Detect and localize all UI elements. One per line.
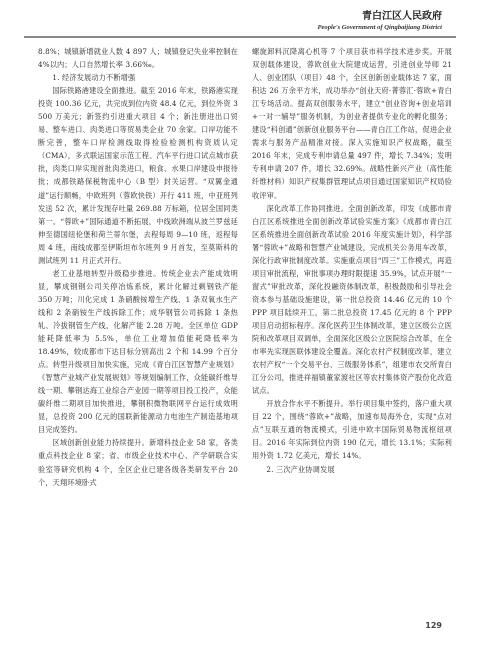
paragraph: 8.8%；城镇新增就业人数 4 897 人；城镇登记失业率控制在 4%以内；人口自然增长率 3.66‰。 (38, 47, 238, 70)
paragraph: 区域创新创业能力持续提升。新增科技企业 58 家，各类重点科技企业 8 家；省、市级企业技术中心、产学研联合实验室等研究机构 4 个，全区企业已建各级各类研发平台 20 个，天翔环境卧式 (38, 438, 238, 487)
left-column (38, 45, 238, 489)
paragraph: 深化改革工作协同推进。全面创新改革，印发《成都市青白江区系统推进全面创新改革试验实施方案》《成都市青白江区系统推进全面创新改革试验 2016 年度实施计划》，科学部署“蓉欧+”战略和智慧产业城建设，完成机关公务用车改革，深化行政审批制度改革。实施重点项目“四三”工作模式，再造项目审批流程，审批事项办理时限提速 35.9%，试点开展“一窗式”审批改革，深化投融资体制改革，积极鼓励和引导社会资本参与基础设施建设，第一批总投资 14.46 亿元的 10 个 PPP 项目陆续开工，第二批总投资 17.45 亿元的 8 个 PPP 项目启动招标程序。深化医药卫生体制改革，建立区级公立医院和改革项目双调单，全面深化区级公立医院综合改革，在全市率先实现医联体建设全覆盖。深化农村产权制度改革，建立农村产权“一个交易平台、三级服务体系”，组建市农交所青白江分公司，推进祥福镇董家渡社区等农村集体资产股份化改造试点。 (252, 203, 452, 396)
paragraph: 开放合作水平不断提升。举行项目集中签约，落户重大项目 22 个，围绕“蓉欧+”战略，加速布局海外仓，实现“点对点”互联互通的物流模式，引进中欧丰国际贸易物流枢纽项目。2016 年实际到位内资 190 亿元，增长 13.1%；实际利用外资 1.72 亿美元，增长 14%。 (252, 399, 452, 461)
section-heading: 1. 经济发展动力不断增强 (52, 73, 136, 83)
header-rule (24, 36, 456, 38)
paragraph: 螺旋卸料沉降离心机等 7 个项目获市科学技术进步奖。开展双创载体建设，蓉欧创业大院建成运营，引进创业导师 21 人、创业团队（项目）48 个，全区创新创业载体达 7 家，面积达 26 万余平方米，成功举办“创业天府·菁蓉汇·蓉欧+青白江专场活动。提高双创服务水平，建立“创业咨询+创业培训+一对一辅导”服务机制，为创业者提供专业化的孵化服务；建设“科创通”创新创业服务平台——青白江工作站，促进企业需求与服务产品精准对接。深入实施知识产权战略，截至 2016 年末，完成专利申请总量 497 件，增长 7.34%；发明专利申请 207 件，增长 32.69%。战略性新兴产业（高性能纤维材料）知识产权集群管理试点项目通过国家知识产权局验收评审。 (252, 47, 452, 200)
header-title-cn: 青白江区人民政府 (362, 11, 442, 22)
right-column (252, 45, 452, 476)
paragraph: 老工业基地转型升级稳步推进。传统企业去产能成效明显，攀成钢钢公司关停冶炼系统，累计化解过剩钢铁产能 350 万吨；川化完成 1 条硝酸铵增生产线、1 条双氧水生产线和 2 条硝铵生产线拆除工作；成华钢管公司拆除 1 条热轧、冷拔钢管生产线，化解产能 2.28 万吨。全区单位 GDP 能耗降低率为 5.5%，单位工业增加值能耗降低率为 18.49%，较成都市下达目标分别高出 2 个和 14.99 个百分点。转型升级项目加快实施，完成《青白江区智慧产业规划》《智慧产业城产业发展规划》等规划编制工作，众能碳纤维导线一期、攀钢达海工业综合产业园一期等项目投工投产，众能碳纤维二期项目加快推进，攀钢积微物联网平台运行成效明显，总投资 200 亿元的国联新能源动力电池生产制造基地项目完成签约。 (38, 268, 238, 435)
header-title-en: People's Government of Qingbaijiang District (317, 24, 442, 31)
paragraph: 国际铁路港建设全面推进。截至 2016 年末，铁路港实现投资 100.36 亿元，共完成到位内资 48.4 亿元，到位外资 3 500 万美元；新签约引进重大项目 4 个；新注册进出口贸易、整车进口、肉类进口等贸易类企业 70 余家。口岸功能不断完善，整车口岸检测线取得检验检测机构资质认定（CMA），多式联运国家示范工程、汽车平行进口试点城市获批，肉类口岸实现首批肉类进口，粮食、水果口岸建设申报待批；成都铁路保税物流中心（B 型）封关运营。“双翼金通道”运行顺畅，中欧班列（蓉欧快铁）开行 411 班，中亚班列发送 52 次，累计发现存吐量 269.88 万标箱，位居全国同类第一。“蓉欧+”国际通道不断拓展，中线欧洲端从波兰罗兹延伸至德国纽伦堡和荷兰蒂尔堡，去程每周 9—10 班，返程每周 4 班，南线成都至伊斯坦布尔班列 9 月首发，至莫斯科的测试班列 11 月正式开行。 (38, 86, 238, 265)
page-header (182, 10, 442, 32)
page-number: 129 (425, 621, 442, 630)
section-heading: 2. 三次产业协调发展 (266, 464, 335, 474)
